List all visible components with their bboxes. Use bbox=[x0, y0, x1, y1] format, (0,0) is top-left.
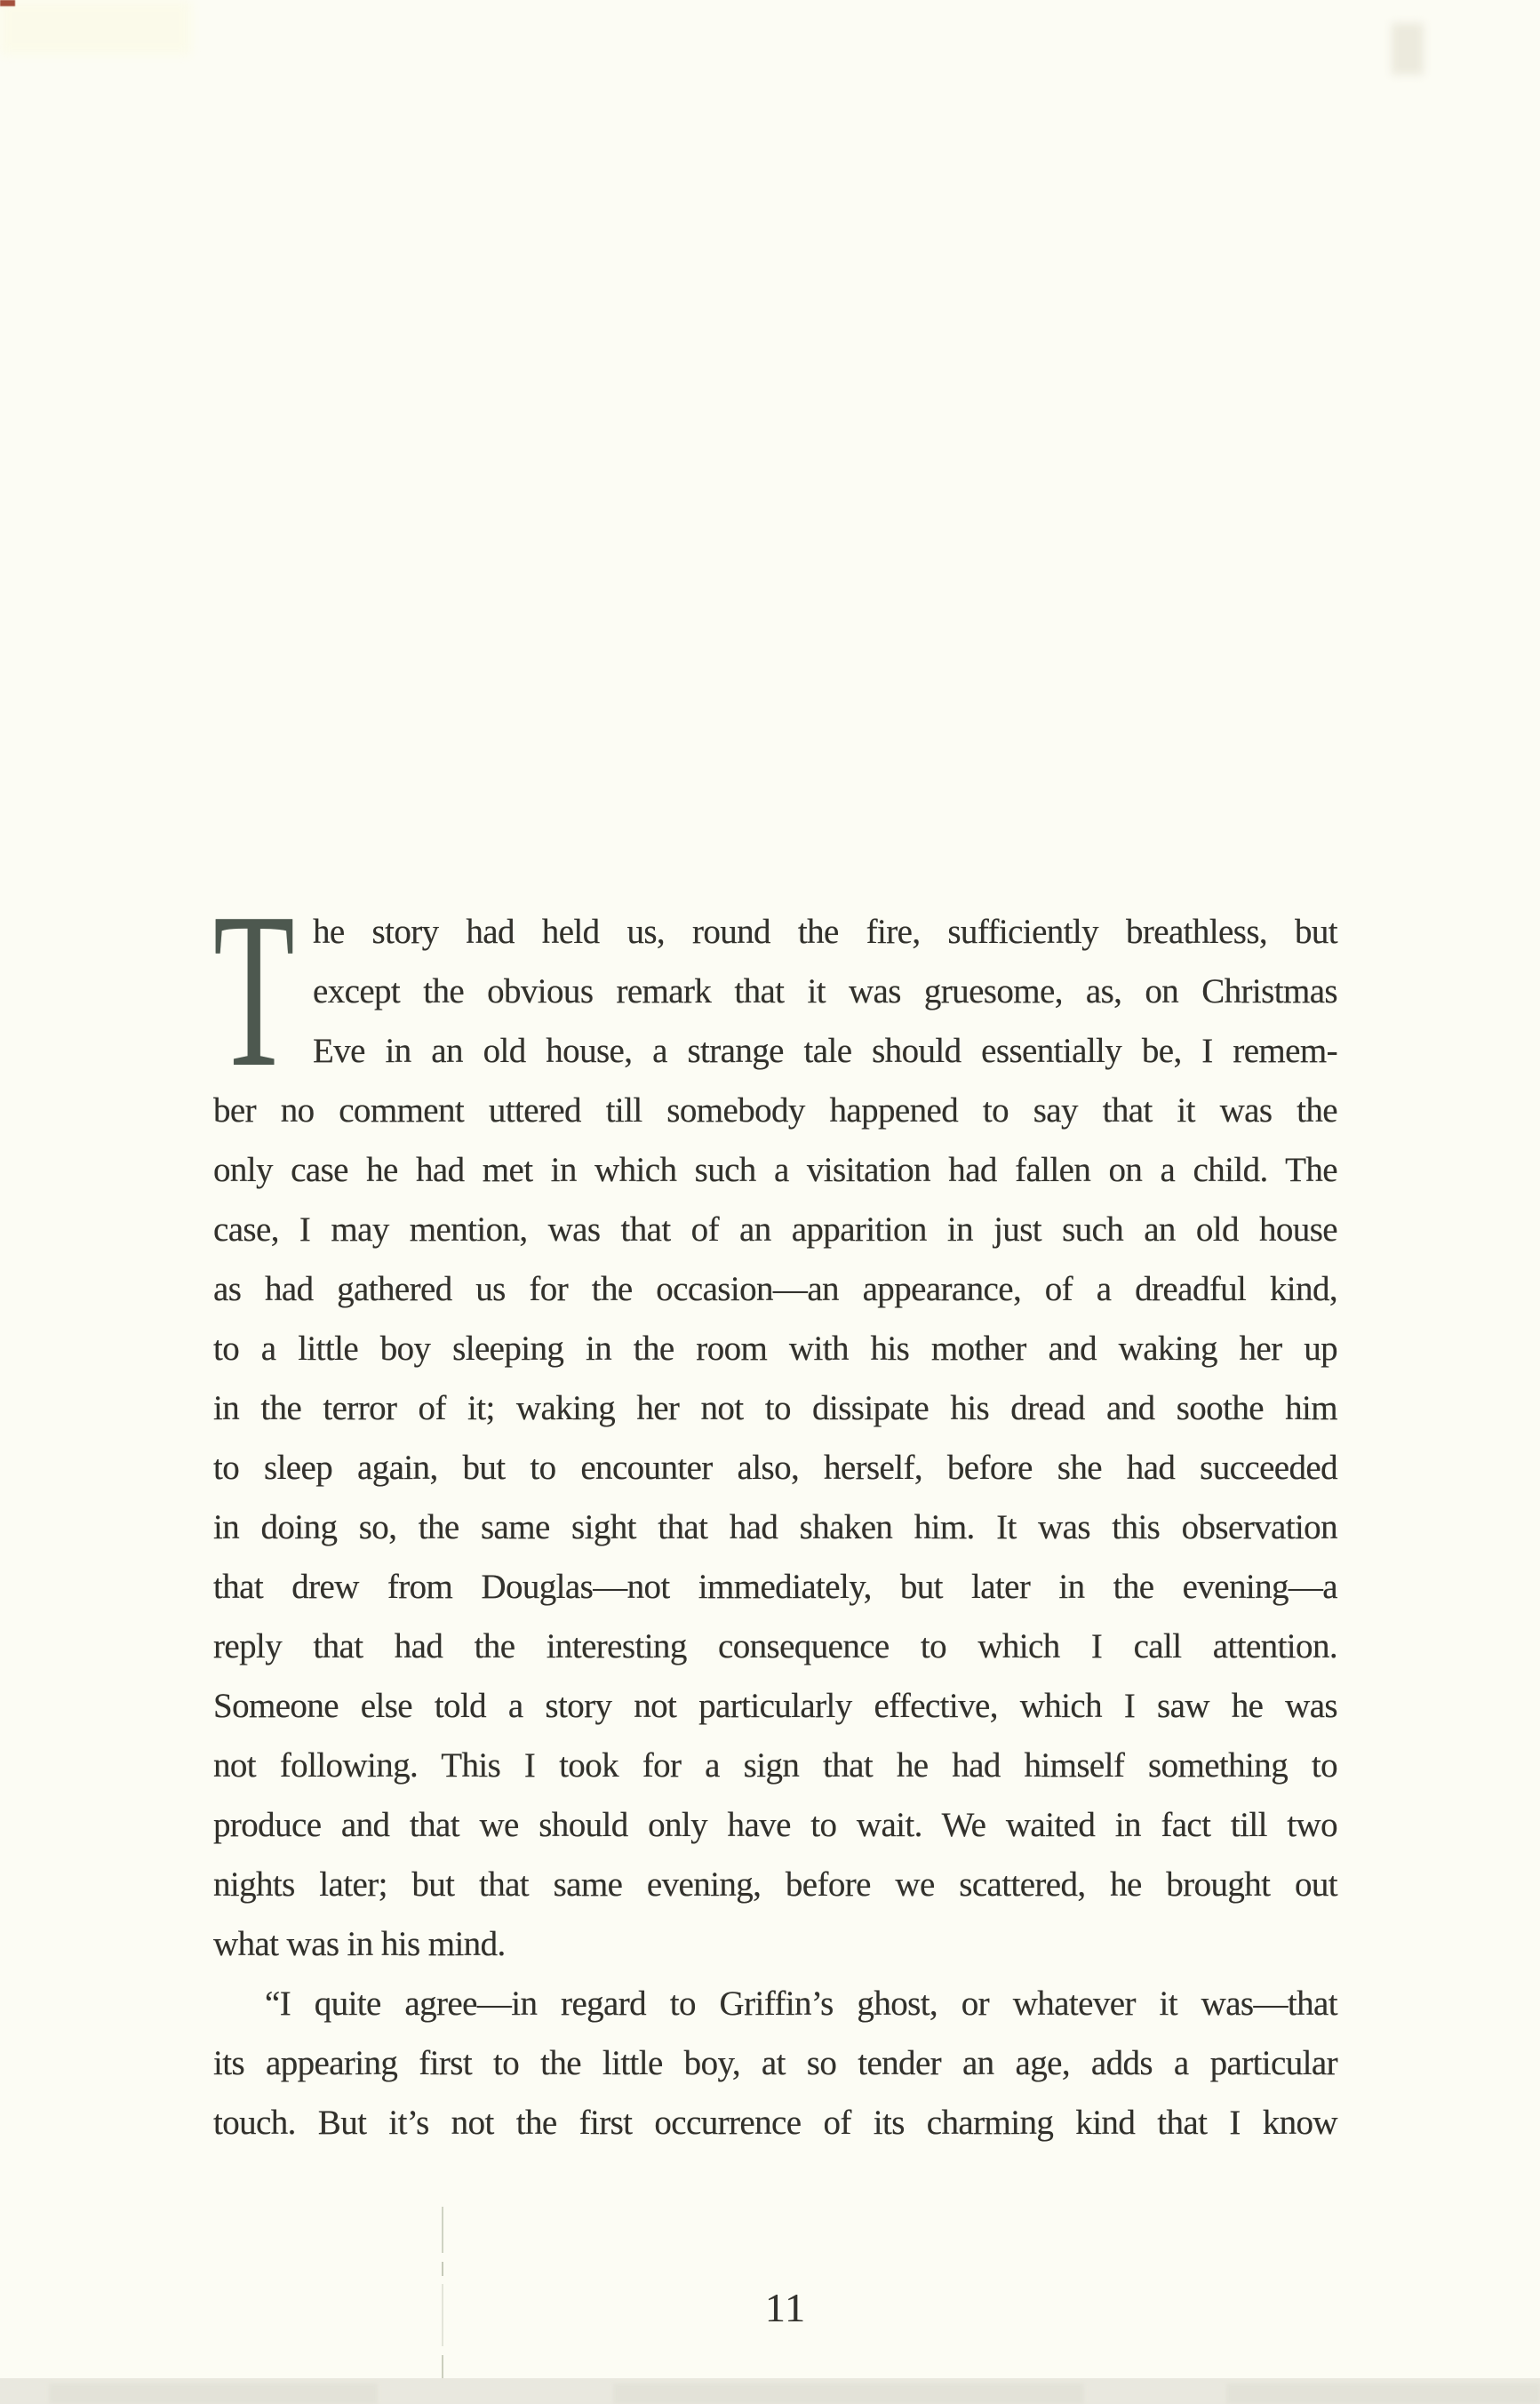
scan-scratch-artifact bbox=[442, 2207, 443, 2253]
paragraph-1-dropcap-lines bbox=[313, 902, 1337, 1081]
text-line: Eve in an old house, a strange tale should essentially be, I remem- bbox=[313, 1032, 1337, 1070]
text-line: to sleep again, but to encounter also, herself, before she had succeeded bbox=[213, 1449, 1337, 1487]
text-line: nights later; but that same evening, before we scattered, he brought out bbox=[213, 1865, 1337, 1904]
text-line: in the terror of it; waking her not to dissipate his dread and soothe him bbox=[213, 1389, 1337, 1427]
scan-smudge-artifact bbox=[1392, 23, 1424, 75]
scan-scratch-artifact bbox=[442, 2262, 443, 2276]
scan-tint-artifact bbox=[0, 0, 191, 55]
text-line: what was in his mind. bbox=[213, 1925, 506, 1963]
text-line: except the obvious remark that it was gruesome, as, on Christmas bbox=[313, 972, 1337, 1010]
text-line: in doing so, the same sight that had shaken him. It was this observation bbox=[213, 1508, 1337, 1546]
text-line: he story had held us, round the fire, sufficiently breathless, but bbox=[313, 913, 1337, 951]
text-line: Someone else told a story not particularly effective, which I saw he was bbox=[213, 1687, 1337, 1725]
text-line: produce and that we should only have to wait. We waited in fact till two bbox=[213, 1806, 1337, 1844]
text-line: its appearing first to the little boy, at so tender an age, adds a particular bbox=[213, 2044, 1337, 2082]
scan-edge-band-patch bbox=[613, 2384, 1084, 2404]
text-line: touch. But it’s not the first occurrence of its charming kind that I know bbox=[213, 2104, 1337, 2142]
page-number: 11 bbox=[764, 2285, 807, 2330]
body-text bbox=[213, 867, 1337, 2152]
scan-scratch-artifact bbox=[442, 2284, 443, 2346]
paragraph-2 bbox=[213, 1974, 1337, 2152]
text-line: reply that had the interesting consequence to which I call attention. bbox=[213, 1627, 1337, 1665]
text-line: to a little boy sleeping in the room with his mother and waking her up bbox=[213, 1330, 1337, 1368]
drop-cap-letter: T bbox=[213, 867, 295, 1114]
red-corner-mark-artifact bbox=[0, 0, 15, 6]
scan-edge-band-patch bbox=[1226, 2384, 1540, 2404]
paragraph-1 bbox=[213, 1081, 1337, 1974]
text-line: as had gathered us for the occasion—an appearance, of a dreadful kind, bbox=[213, 1270, 1337, 1308]
text-line: only case he had met in which such a visitation had fallen on a child. The bbox=[213, 1151, 1337, 1189]
text-line: that drew from Douglas—not immediately, but later in the evening—a bbox=[213, 1568, 1337, 1606]
text-line: ber no comment uttered till somebody happened to say that it was the bbox=[213, 1091, 1337, 1130]
text-line: “I quite agree—in regard to Griffin’s ghost, or whatever it was—that bbox=[265, 1985, 1337, 2023]
text-line: case, I may mention, was that of an apparition in just such an old house bbox=[213, 1210, 1337, 1249]
drop-cap bbox=[213, 867, 302, 1114]
scan-edge-band-patch bbox=[49, 2384, 378, 2404]
text-line: not following. This I took for a sign that he had himself something to bbox=[213, 1746, 1337, 1785]
